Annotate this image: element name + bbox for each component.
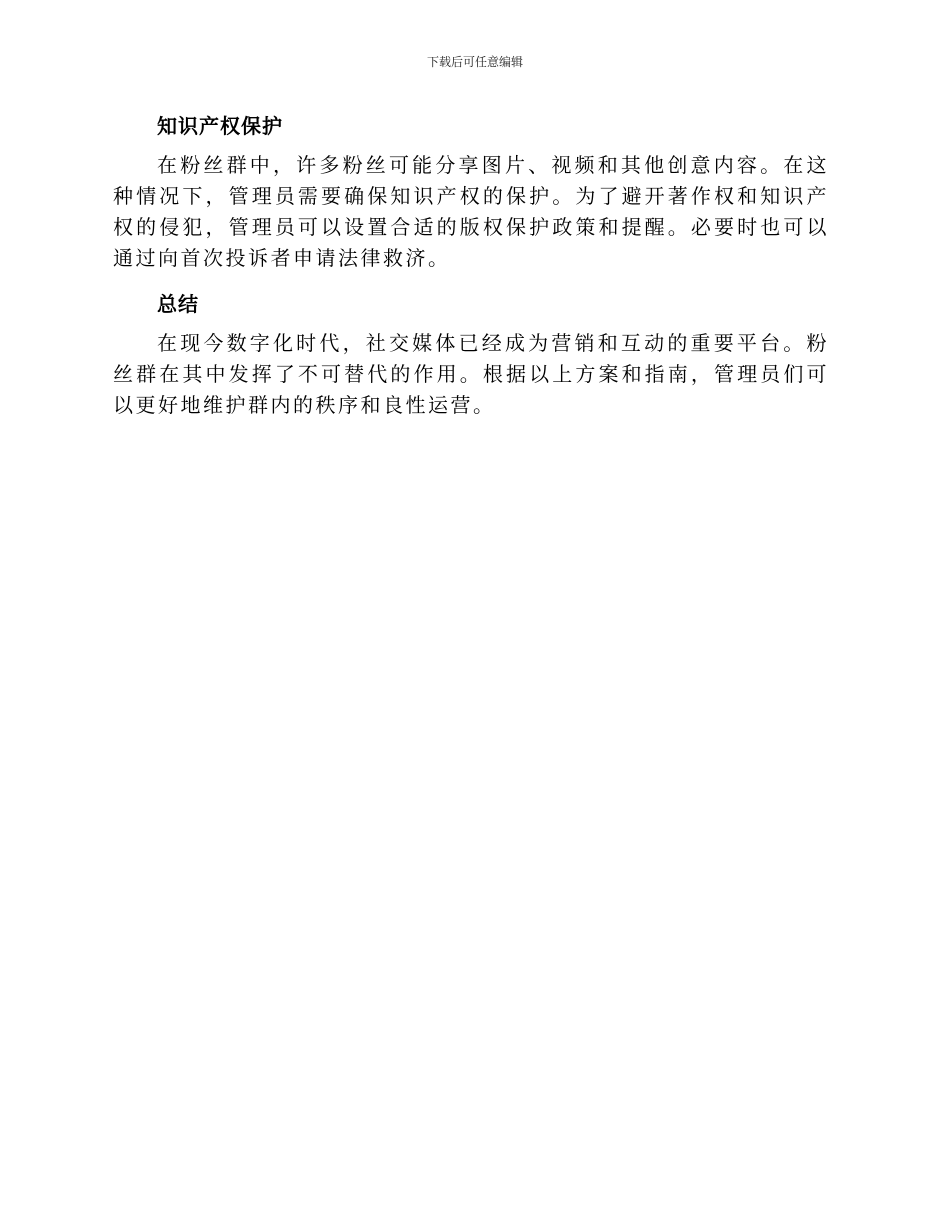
section-intellectual-property: [113, 110, 829, 274]
section-spacer: [113, 274, 829, 288]
section-summary: [113, 288, 829, 421]
page-header: 下载后可任意编辑: [426, 55, 523, 69]
document-body: [113, 110, 829, 421]
section-paragraph: 在粉丝群中，许多粉丝可能分享图片、视频和其他创意内容。在这种情况下，管理员需要确保知识产权的保护。为了避开著作权和知识产权的侵犯，管理员可以设置合适的版权保护政策和提醒。必要时也可以通过向首次投诉者申请法律救济。: [113, 153, 829, 270]
section-heading: 总结: [157, 292, 199, 316]
section-paragraph: 在现今数字化时代，社交媒体已经成为营销和互动的重要平台。粉丝群在其中发挥了不可替代的作用。根据以上方案和指南，管理员们可以更好地维护群内的秩序和良性运营。: [113, 331, 829, 417]
section-heading: 知识产权保护: [157, 114, 283, 138]
